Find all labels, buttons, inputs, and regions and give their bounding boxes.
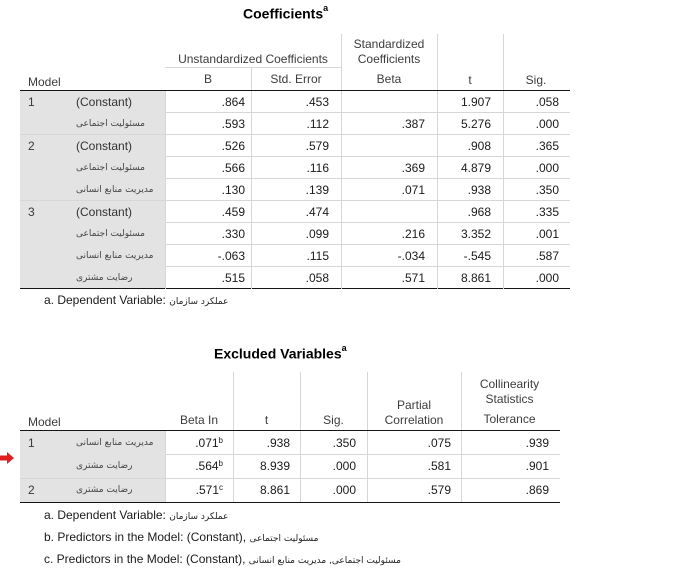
b-cell: .526 xyxy=(221,139,245,153)
footnote-value: عملکرد سازمان xyxy=(169,512,229,522)
excl-hdr-coll-2: Statistics xyxy=(485,392,534,406)
tolerance-cell: .869 xyxy=(525,483,549,497)
variable-cell: (Constant) xyxy=(76,95,133,109)
partial-cell: .581 xyxy=(427,459,451,473)
beta-cell: .216 xyxy=(401,227,425,241)
table-row xyxy=(0,113,682,135)
se-cell: .058 xyxy=(305,271,329,285)
se-cell: .139 xyxy=(305,183,329,197)
partial-cell: .075 xyxy=(427,436,451,450)
b-cell: .330 xyxy=(221,227,245,241)
se-cell: .112 xyxy=(306,117,329,131)
beta-in-cell xyxy=(165,479,223,501)
table-row xyxy=(0,179,682,201)
model-cell: 2 xyxy=(28,483,35,497)
excluded-footnote-c xyxy=(44,552,401,566)
beta-cell: .571 xyxy=(401,271,425,285)
coef-hdr-sig: Sig. xyxy=(525,73,547,87)
table-row xyxy=(0,135,682,157)
b-cell: .566 xyxy=(221,161,245,175)
footnote-marker: b xyxy=(218,436,223,445)
table-row xyxy=(0,432,682,454)
sig-cell: .365 xyxy=(535,139,559,153)
beta-cell: -.034 xyxy=(397,249,425,263)
sig-cell: .000 xyxy=(535,271,559,285)
variable-cell: مدیریت منابع انسانی xyxy=(76,185,154,195)
excl-top-border xyxy=(20,430,560,431)
sig-cell: .000 xyxy=(535,117,559,131)
excl-hdr-tolerance: Tolerance xyxy=(483,412,536,426)
coef-hdr-t: t xyxy=(468,73,472,87)
excl-hdr-model: Model xyxy=(28,415,61,429)
tolerance-cell: .901 xyxy=(525,459,549,473)
t-cell: .938 xyxy=(467,183,491,197)
se-cell: .453 xyxy=(305,95,329,109)
variable-cell: رضایت مشتری xyxy=(76,461,133,471)
sig-cell: .350 xyxy=(332,436,356,450)
model-cell: 3 xyxy=(28,205,35,219)
tolerance-cell: .939 xyxy=(525,436,549,450)
beta-cell xyxy=(341,201,425,223)
table-row xyxy=(0,223,682,245)
partial-cell: .579 xyxy=(427,483,451,497)
footnote-value: عملکرد سازمان xyxy=(169,297,229,307)
variable-cell: مسئولیت اجتماعی xyxy=(76,229,145,239)
model-cell: 1 xyxy=(28,95,35,109)
b-cell: .459 xyxy=(221,205,245,219)
excl-hdr-partial-2: Correlation xyxy=(384,413,444,427)
beta-cell: .071 xyxy=(401,183,425,197)
variable-cell: مسئولیت اجتماعی xyxy=(76,163,145,173)
table-row xyxy=(0,157,682,179)
coef-hdr-b: B xyxy=(203,72,212,86)
excl-hdr-partial-1: Partial xyxy=(396,398,431,412)
coef-hdr-std-2: Coefficients xyxy=(357,52,421,66)
footnote-value: مسئولیت اجتماعی xyxy=(249,534,319,544)
coef-hdr-beta: Beta xyxy=(376,72,402,86)
coefficients-title-sup: a xyxy=(323,3,329,13)
coefficients-footnote xyxy=(44,293,228,307)
footnote-marker: c xyxy=(219,483,223,492)
variable-cell: رضایت مشتری xyxy=(76,485,133,495)
variable-cell: مدیریت منابع انسانی xyxy=(76,251,154,261)
footnote-value: مسئولیت اجتماعی, مدیریت منابع انسانی xyxy=(248,556,401,566)
b-cell: .593 xyxy=(221,117,245,131)
se-cell: .115 xyxy=(306,249,329,263)
beta-in-value: .571 xyxy=(195,483,219,497)
sig-cell: .335 xyxy=(535,205,559,219)
coef-hdr-std-1: Standardized xyxy=(353,37,425,51)
sig-cell: .000 xyxy=(535,161,559,175)
b-cell: -.063 xyxy=(217,249,245,263)
footnote-prefix: b. Predictors in the Model: (Constant), xyxy=(44,530,247,544)
table-row xyxy=(0,91,682,113)
t-cell: 5.276 xyxy=(460,117,491,131)
se-cell: .099 xyxy=(305,227,329,241)
beta-in-value: .564 xyxy=(195,459,219,473)
excl-hdr-coll-1: Collinearity xyxy=(479,377,540,391)
red-arrow-icon xyxy=(0,452,14,464)
excl-bottom-border xyxy=(20,502,560,503)
footnote-prefix: a. Dependent Variable: xyxy=(44,508,166,522)
se-cell: .579 xyxy=(305,139,329,153)
b-cell: .864 xyxy=(221,95,245,109)
sig-cell: .001 xyxy=(535,227,559,241)
t-cell: 4.879 xyxy=(460,161,491,175)
se-cell: .116 xyxy=(306,161,329,175)
sig-cell: .000 xyxy=(332,483,356,497)
sig-cell: .000 xyxy=(332,459,356,473)
b-cell: .515 xyxy=(221,271,245,285)
t-cell: 3.352 xyxy=(460,227,491,241)
excl-hdr-t: t xyxy=(264,413,269,427)
footnote-prefix: c. Predictors in the Model: (Constant), xyxy=(44,552,246,566)
coef-hdr-underline xyxy=(165,67,341,68)
beta-in-cell xyxy=(165,432,223,454)
variable-cell: رضایت مشتری xyxy=(76,273,133,283)
coef-hdr-model: Model xyxy=(28,75,61,89)
t-cell: -.545 xyxy=(463,249,491,263)
beta-cell xyxy=(341,135,425,157)
footnote-prefix: a. Dependent Variable: xyxy=(44,293,166,307)
t-cell: 1.907 xyxy=(460,95,491,109)
se-cell: .474 xyxy=(305,205,329,219)
t-cell: .968 xyxy=(467,205,491,219)
variable-cell: (Constant) xyxy=(76,205,133,219)
excluded-footnote-a xyxy=(44,508,228,522)
table-row xyxy=(0,245,682,267)
beta-cell xyxy=(341,91,425,113)
table-row xyxy=(0,479,682,501)
coefficients-title xyxy=(243,5,328,22)
b-cell: .130 xyxy=(221,183,245,197)
t-cell: 8.861 xyxy=(259,483,290,497)
t-cell: .938 xyxy=(266,436,290,450)
t-cell: 8.861 xyxy=(460,271,491,285)
beta-cell: .387 xyxy=(401,117,425,131)
coefficients-title-text: Coefficients xyxy=(243,5,324,22)
variable-cell: مدیریت منابع انسانی xyxy=(76,438,154,448)
variable-cell: (Constant) xyxy=(76,139,133,153)
excluded-title-text: Excluded Variables xyxy=(214,345,342,362)
excl-hdr-sig: Sig. xyxy=(323,413,344,427)
coef-hdr-se: Std. Error xyxy=(270,72,322,86)
excl-hdr-beta-in: Beta In xyxy=(179,413,219,427)
beta-cell: .369 xyxy=(401,161,425,175)
sig-cell: .350 xyxy=(535,183,559,197)
table-row xyxy=(0,455,682,477)
table-row xyxy=(0,267,682,289)
sig-cell: .587 xyxy=(535,249,559,263)
beta-in-value: .071 xyxy=(195,436,219,450)
sig-cell: .058 xyxy=(535,95,559,109)
model-cell: 2 xyxy=(28,139,35,153)
model-cell: 1 xyxy=(28,436,35,450)
table-row xyxy=(0,201,682,223)
variable-cell: مسئولیت اجتماعی xyxy=(76,119,145,129)
beta-in-cell xyxy=(165,455,223,477)
excluded-title xyxy=(214,345,347,362)
t-cell: 8.939 xyxy=(259,459,290,473)
excluded-title-sup: a xyxy=(341,343,347,353)
footnote-marker: b xyxy=(218,459,223,468)
t-cell: .908 xyxy=(467,139,491,153)
excluded-footnote-b xyxy=(44,530,318,544)
coef-hdr-unstd: Unstandardized Coefficients xyxy=(178,52,328,66)
